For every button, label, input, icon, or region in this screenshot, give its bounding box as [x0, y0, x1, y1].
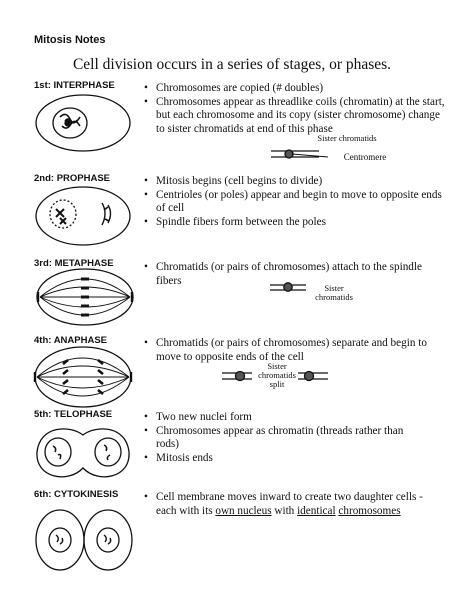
stage-label-interphase: 1st: INTERPHASE	[34, 80, 115, 91]
interphase-cell-icon	[36, 95, 130, 151]
bullet-item: • Centrioles (or poles) appear and begin to move to opposite ends of cell	[144, 189, 446, 216]
metaphase-cell-icon	[37, 269, 133, 325]
sister-chromatids-caption: Sister chromatids	[317, 133, 377, 143]
identical-text: identical	[297, 504, 336, 517]
metaphase-chromatids-icon	[270, 283, 306, 291]
bullet-item: • Chromatids (or pairs of chromosomes) attach to the spindle fibers	[144, 261, 431, 288]
bullet-text: with	[271, 504, 298, 517]
page-subtitle: Cell division occurs in a series of stages, or phases.	[72, 56, 392, 73]
own-nucleus-text: own nucleus	[215, 504, 272, 517]
split-chromatids-icon	[222, 372, 328, 381]
stage-label-telophase: 5th: TELOPHASE	[34, 409, 113, 420]
anaphase-cell-icon	[35, 347, 131, 407]
sister-chromatids-icon	[271, 150, 328, 158]
bullet-item: • Spindle fibers form between the poles	[144, 216, 454, 230]
centromere-caption: Centromere	[343, 152, 387, 162]
bullet-item: • Mitosis ends	[144, 452, 454, 466]
telophase-cell-icon	[37, 429, 129, 477]
stage-label-metaphase: 3rd: METAPHASE	[34, 258, 114, 269]
stage-label-cytokinesis: 6th: CYTOKINESIS	[34, 489, 119, 500]
bullet-item: • Chromosomes appear as threadlike coils (chromatin) at the start, but each chromosome and its copy (sister chromosome) change to sister chromatids at end of this phase	[144, 96, 446, 137]
split-chromatids-caption: Sister chromatids split	[258, 361, 296, 389]
prophase-cell-icon	[36, 187, 130, 245]
daughter-cells-icon	[36, 510, 132, 570]
bullet-text: Cell membrane moves inward to create two daughter cells - each with its	[156, 491, 423, 517]
stage-label-prophase: 2nd: PROPHASE	[34, 173, 111, 184]
bullet-item: • Two new nuclei form	[144, 411, 454, 425]
stage-label-anaphase: 4th: ANAPHASE	[34, 335, 108, 346]
bullet-item: • Chromatids (or pairs of chromosomes) separate and begin to move to opposite ends of the cell	[144, 337, 436, 364]
chromosomes-text: chromosomes	[338, 504, 401, 517]
bullet-item: • Chromosomes appear as chromatin (threads rather than rods)	[144, 425, 416, 452]
bullet-item: • Chromosomes are copied (# doubles)	[144, 82, 454, 96]
bullet-item: • Mitosis begins (cell begins to divide)	[144, 175, 454, 189]
metaphase-sister-chromatids-caption: Sister chromatids	[315, 283, 353, 302]
page-title: Mitosis Notes	[34, 34, 106, 46]
